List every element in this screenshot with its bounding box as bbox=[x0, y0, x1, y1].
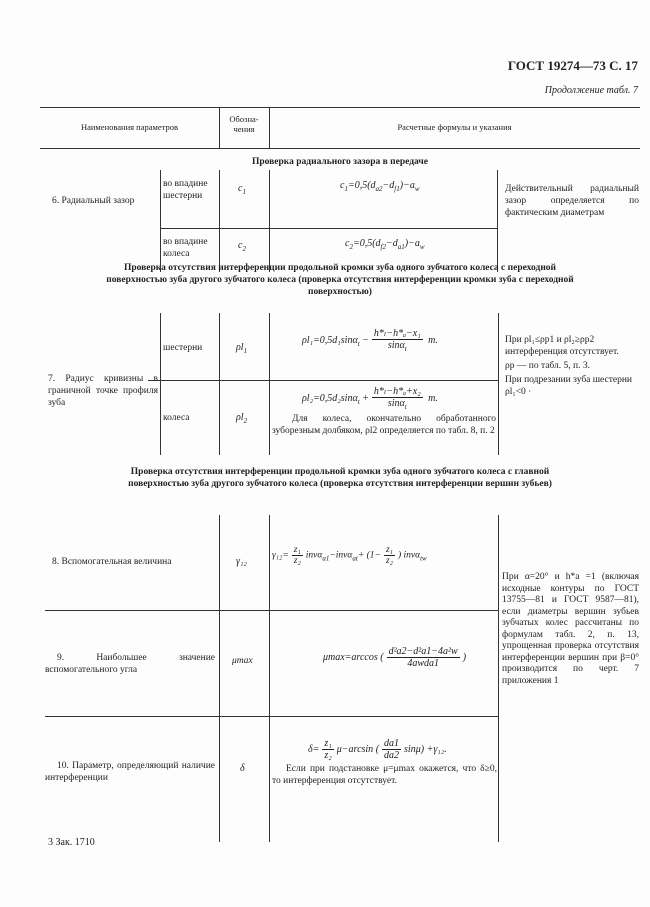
table-rule bbox=[148, 380, 498, 381]
row7-sym2 bbox=[236, 412, 247, 425]
formula-part: )−a bbox=[399, 180, 415, 191]
formula-part: +γ₁₂. bbox=[426, 743, 447, 755]
formula-part bbox=[388, 340, 407, 353]
row10-formula: δ= $\frac{\text{z₁}}{\text{z₂}}$ μ−arcsin ( $\frac{da1}{da2}$ sinμ) +γ₁₂. bbox=[308, 738, 447, 761]
table-rule bbox=[45, 716, 498, 717]
table-rule bbox=[269, 313, 270, 455]
formula-part: t bbox=[404, 403, 407, 411]
formula-part: ρl₁=0,5d₁sinα bbox=[302, 334, 358, 346]
row7-note2: ρp — по табл. 5, п. 3. bbox=[505, 361, 590, 371]
formula-part bbox=[387, 646, 460, 669]
formula-part: ρl bbox=[236, 412, 244, 423]
formula-part: (1− bbox=[366, 550, 381, 561]
row6-formula1 bbox=[340, 180, 419, 193]
formula-part: z₁ bbox=[324, 738, 332, 749]
formula-part: c bbox=[340, 180, 345, 191]
formula-part: μ−arcsin bbox=[336, 743, 374, 755]
table-rule bbox=[45, 610, 498, 611]
page-header-gost: ГОСТ 19274—73 С. 17 bbox=[507, 58, 638, 73]
table-rule bbox=[269, 515, 270, 842]
row10-remark: Если при подстановке μ=μmax окажется, что δ≥0, то интерференция отсутствует. bbox=[272, 764, 497, 786]
row10-sym: δ bbox=[240, 763, 245, 774]
formula-part bbox=[372, 386, 423, 411]
formula-part: ρl₂=0,5d₂sinα bbox=[302, 392, 358, 404]
formula-part: c bbox=[345, 238, 350, 249]
formula-part bbox=[292, 545, 303, 566]
table-head-rule bbox=[40, 148, 640, 149]
formula-part: f2 bbox=[380, 243, 386, 251]
section-title: Проверка отсутствия интерференции продольной кромки зуба одного зубчатого колеса с переходной поверхностью зуба другого зубчатого колеса (проверка отсутствия интерференции кромки зуба с переходной поверхностью) bbox=[106, 263, 574, 297]
row7-sub2: колеса bbox=[163, 413, 190, 423]
formula-part: w bbox=[414, 185, 420, 193]
formula-part: sinμ bbox=[404, 743, 421, 755]
table-rule bbox=[269, 170, 270, 272]
formula-part: m. bbox=[428, 334, 438, 346]
formula-part bbox=[388, 398, 407, 411]
head-symbol: Обозна- чения bbox=[229, 114, 259, 134]
formula-part: −invα bbox=[329, 550, 353, 561]
formula-part: d²a2−d²a1−4a²w bbox=[388, 646, 458, 657]
formula-part: δ= bbox=[308, 743, 320, 755]
rows-8-10-note: При α=20° и h*a =1 (включая исходные контуры по ГОСТ 13755—81 и ГОСТ 9587—81), если диаметры вершин зубьев зубчатых колес рассчитаны по формулам табл. 2, п. 13, упрощенная проверка отсутствия интерференции вершин при β=0° производится по черт. 7 приложения 1 bbox=[502, 572, 639, 686]
row7-sym1 bbox=[236, 342, 247, 355]
formula-part: μmax=arccos bbox=[323, 651, 378, 663]
formula-part: invα bbox=[305, 550, 323, 561]
formula-part: t bbox=[357, 339, 360, 348]
formula-part: f1 bbox=[394, 185, 400, 193]
row6-sub2: во впадине колеса bbox=[163, 237, 208, 259]
formula-part: h*ₗ−h*ₐ+x₂ bbox=[373, 386, 421, 397]
row6-formula2 bbox=[345, 238, 424, 251]
table-rule bbox=[160, 170, 161, 272]
table-continuation: Продолжение табл. 7 bbox=[544, 85, 638, 96]
formula-part: − bbox=[362, 334, 369, 346]
formula-part: + bbox=[357, 550, 365, 561]
row8-sym: γ₁₂ bbox=[236, 556, 247, 567]
formula-part: z₁ bbox=[385, 545, 393, 555]
formula-part: 2 bbox=[242, 245, 246, 253]
head-parameter-name: Наименования параметров bbox=[80, 122, 179, 132]
formula-part: c bbox=[238, 240, 243, 251]
formula-part: )−a bbox=[404, 238, 420, 249]
formula-part: sinα bbox=[387, 398, 405, 409]
formula-part: z₂ bbox=[385, 556, 393, 566]
table-rule bbox=[498, 515, 499, 842]
formula-part: invα bbox=[403, 550, 421, 561]
formula-part: γ₁₂= bbox=[272, 550, 289, 561]
formula-part: 2 bbox=[349, 243, 353, 251]
table-rule bbox=[160, 313, 161, 455]
table-rule bbox=[498, 313, 499, 455]
row7-notes bbox=[505, 334, 639, 398]
row10-name: 10. Параметр, определяющий наличие интерференции bbox=[45, 761, 215, 783]
formula-part: sinα bbox=[387, 340, 405, 351]
row6-name: 6. Радиальный зазор bbox=[52, 196, 135, 206]
row7-formula2 bbox=[272, 386, 496, 411]
formula-part: 1 bbox=[242, 188, 246, 196]
row8-name: 8. Вспомогательная величина bbox=[52, 557, 172, 567]
row7-remark: Для колеса, окончательно обработанного зуборезным долбяком, ρl2 определяется по табл. 8, п. 2 bbox=[272, 414, 496, 436]
formula-part: 1 bbox=[243, 347, 248, 355]
table-rule bbox=[219, 170, 220, 272]
row7-note1: При ρl₁≤ρp1 и ρl₂≥ρp2 интерференция отсутствует. bbox=[505, 335, 619, 357]
formula-part: 4awda1 bbox=[407, 658, 439, 669]
row8-formula bbox=[272, 545, 427, 566]
formula-part: tw bbox=[420, 554, 427, 563]
formula-part bbox=[372, 328, 423, 353]
formula-part: −d bbox=[385, 238, 398, 249]
row7-name: 7. Радиус кривизны в граничной точке профиля зуба bbox=[48, 374, 158, 408]
formula-part: m. bbox=[428, 392, 438, 404]
formula-part bbox=[382, 738, 401, 761]
formula-part: a2 bbox=[375, 185, 383, 193]
formula-part: =0,5(d bbox=[347, 180, 376, 191]
row9-name: 9. Наибольшее значение вспомогательного угла bbox=[45, 653, 215, 675]
formula-part: w bbox=[419, 243, 425, 251]
table-rule bbox=[497, 170, 498, 272]
formula-part: at bbox=[352, 554, 358, 563]
formula-part: h*ₗ−h*ₐ−x₁ bbox=[373, 328, 421, 339]
row6-sub1: во впадине шестерни bbox=[163, 179, 208, 201]
formula-part: da1 bbox=[384, 738, 400, 749]
formula-part: ρl bbox=[236, 342, 244, 353]
row7-note3: При подрезании зуба шестерни ρl₁<0 · bbox=[505, 375, 633, 397]
row6-sym1 bbox=[238, 183, 246, 196]
formula-part: a1 bbox=[397, 243, 405, 251]
table-rule bbox=[219, 313, 220, 455]
row7-formula1 bbox=[302, 328, 438, 353]
row7-sub1: шестерни bbox=[163, 343, 203, 353]
row7-formula2-block bbox=[272, 386, 496, 437]
table-rule bbox=[219, 515, 220, 842]
formula-part: t bbox=[357, 397, 360, 406]
table-rule bbox=[161, 228, 497, 229]
footer-order: 3 Зак. 1710 bbox=[48, 837, 95, 848]
formula-part: 1 bbox=[344, 185, 348, 193]
table-top-rule bbox=[40, 107, 640, 108]
formula-part bbox=[322, 738, 333, 761]
formula-part: ) bbox=[397, 550, 402, 561]
formula-part: =0,5(d bbox=[352, 238, 381, 249]
formula-part: z₂ bbox=[293, 556, 301, 566]
row6-note: Действительный радиальный зазор определяется по фактическим диаметрам bbox=[505, 184, 639, 218]
formula-part: −d bbox=[382, 180, 395, 191]
formula-part: da2 bbox=[384, 750, 400, 761]
formula-part: + bbox=[362, 392, 369, 404]
row6-sym2 bbox=[238, 240, 246, 253]
formula-part: z₂ bbox=[324, 750, 332, 761]
formula-part: 2 bbox=[243, 417, 248, 425]
formula-part: z₁ bbox=[293, 545, 301, 555]
row10-formula-block bbox=[272, 738, 497, 787]
row9-sym: μmax bbox=[232, 656, 253, 666]
formula-part bbox=[384, 545, 395, 566]
formula-part: t bbox=[404, 345, 407, 353]
formula-part: c bbox=[238, 183, 243, 194]
row9-formula: μmax=arccos ( d²a2−d²a1−4a²w 4awda1 ) bbox=[323, 646, 467, 669]
section-title: Проверка радиального зазора в передаче bbox=[251, 157, 428, 167]
head-formulas: Расчетные формулы и указания bbox=[397, 122, 512, 132]
section-title: Проверка отсутствия интерференции продольной кромки зуба одного зубчатого колеса с главной поверхностью зуба другого зубчатого колеса (проверка отсутствия интерференции вершин зубьев) bbox=[128, 467, 552, 489]
formula-part: a1 bbox=[322, 554, 330, 563]
